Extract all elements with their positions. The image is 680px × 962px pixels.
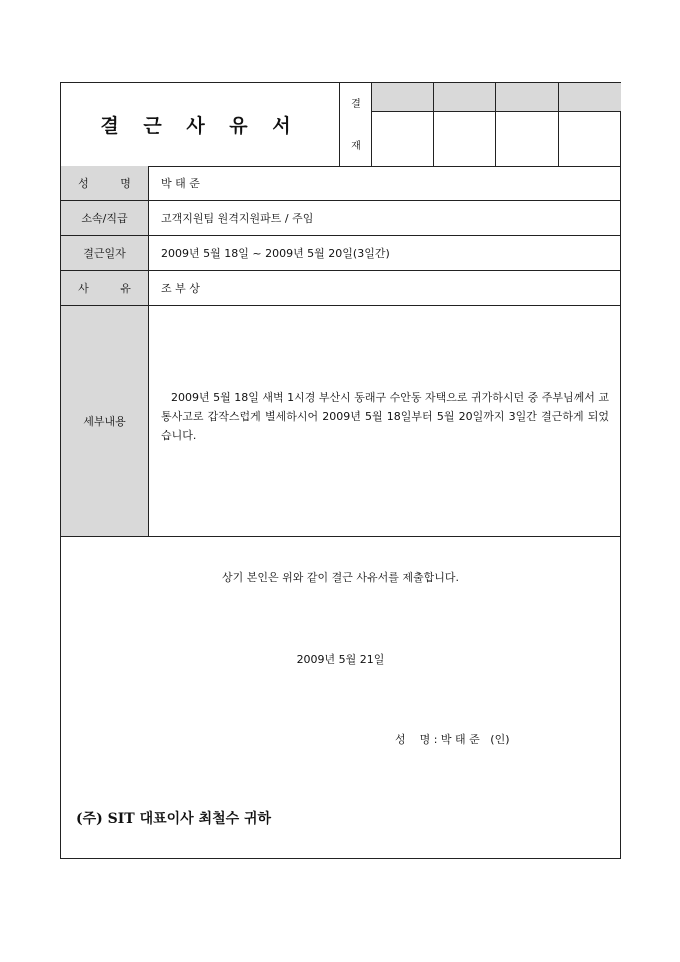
approval-label-bottom: 재 <box>351 141 361 152</box>
absence-form <box>60 82 621 859</box>
approval-sign-cell <box>559 112 621 166</box>
name-value: 박 태 준 <box>161 177 200 190</box>
reason-value: 조 부 상 <box>161 282 200 295</box>
dept-row <box>61 201 620 236</box>
approval-title-cell <box>372 83 434 112</box>
dept-label: 소속/직급 <box>61 201 149 235</box>
detail-row <box>61 306 620 537</box>
recipient-line: (주) SIT 대표이사 최철수 귀하 <box>76 811 272 827</box>
approval-title-cell <box>559 83 621 112</box>
dates-row <box>61 236 620 271</box>
reason-row <box>61 271 620 306</box>
approval-title-cell <box>434 83 496 112</box>
detail-value: 2009년 5월 18일 새벽 1시경 부산시 동래구 수안동 자택으로 귀가하시던 중 주부님께서 교통사고로 갑작스럽게 별세하시어 2009년 5월 18일부터 5월 20일까지 3일간 결근하게 되었습니다. <box>161 391 609 442</box>
name-label: 성 명 <box>61 166 149 200</box>
detail-label: 세부내용 <box>61 306 149 536</box>
approval-label-top: 결 <box>351 99 361 110</box>
approval-sign-cell <box>496 112 559 166</box>
form-header <box>61 83 620 167</box>
approval-box <box>339 83 621 166</box>
submission-date: 2009년 5월 21일 <box>296 653 385 666</box>
approval-sign-cell <box>372 112 434 166</box>
name-row <box>61 166 620 201</box>
submission-statement: 상기 본인은 위와 같이 결근 사유서를 제출합니다. <box>222 571 459 584</box>
approval-sign-cell <box>434 112 496 166</box>
dates-value: 2009년 5월 18일 ~ 2009년 5월 20일(3일간) <box>161 247 390 260</box>
approval-label <box>340 83 372 166</box>
dept-value: 고객지원팀 원격지원파트 / 주임 <box>161 212 314 225</box>
dates-label: 결근일자 <box>61 236 149 270</box>
form-title: 결 근 사 유 서 <box>100 115 300 137</box>
reason-label: 사 유 <box>61 271 149 305</box>
signer-line: 성 명 : 박 태 준 (인) <box>395 733 510 746</box>
approval-title-cell <box>496 83 559 112</box>
